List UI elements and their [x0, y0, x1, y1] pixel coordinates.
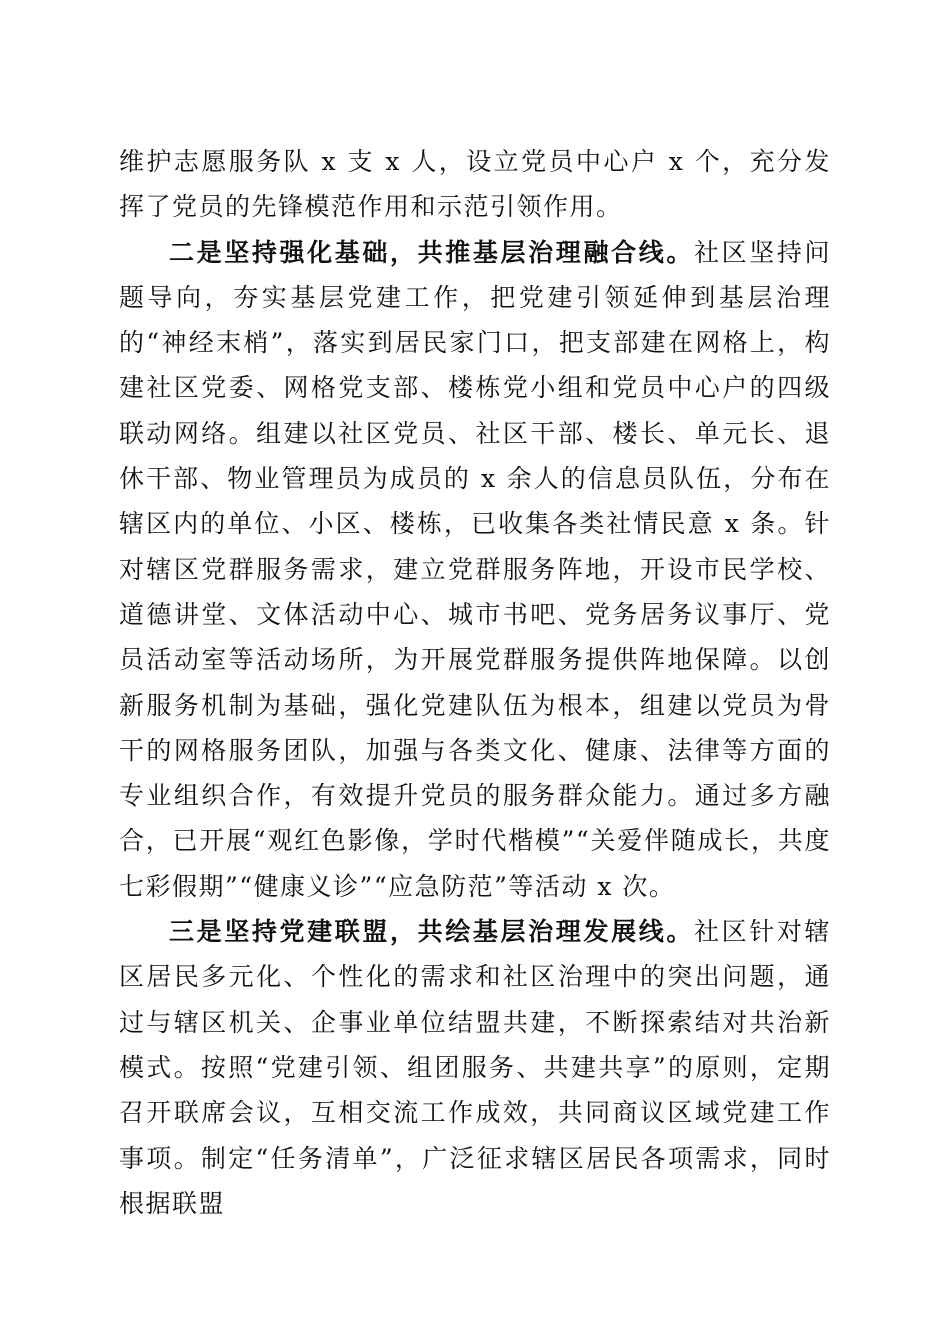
paragraph-text: 社区针对辖区居民多元化、个性化的需求和社区治理中的突出问题，通过与辖区机关、企事业单位结盟共建，不断探索结对共治新模式。按照“党建引领、组团服务、共建共享”的原则，定期召开联席会议，互相交流工作成效，共同商议区域党建工作事项。制定“任务清单”，广泛征求辖区居民各项需求，同时根据联盟 — [119, 917, 831, 1218]
document-body — [119, 139, 831, 1226]
paragraph-text: 维护志愿服务队 x 支 x 人，设立党员中心户 x 个，充分发挥了党员的先锋模范作用和示范引领作用。 — [119, 147, 831, 222]
paragraph-lead-heading: 三是坚持党建联盟，共绘基层治理发展线。 — [169, 917, 694, 947]
paragraph-continuation — [119, 139, 831, 230]
paragraph-text: 社区坚持问题导向，夯实基层党建工作，把党建引领延伸到基层治理的“神经末梢”，落实到居民家门口，把支部建在网格上，构建社区党委、网格党支部、楼栋党小组和党员中心户的四级联动网络。组建以社区党员、社区干部、楼长、单元长、退休干部、物业管理员为成员的 x 余人的信息员队伍，分布在辖区内的单位、小区、楼栋，已收集各类社情民意 x 条。针对辖区党群服务需求，建立党群服务阵地，开设市民学校、道德讲堂、文体活动中心、城市书吧、党务居务议事厅、党员活动室等活动场所，为开展党群服务提供阵地保障。以创新服务机制为基础，强化党建队伍为根本，组建以党员为骨干的网格服务团队，加强与各类文化、健康、法律等方面的专业组织合作，有效提升党员的服务群众能力。通过多方融合，已开展“观红色影像，学时代楷模”“关爱伴随成长，共度七彩假期”“健康义诊”“应急防范”等活动 x 次。 — [119, 237, 831, 901]
paragraph-third-point — [119, 909, 831, 1226]
paragraph-second-point — [119, 230, 831, 909]
paragraph-lead-heading: 二是坚持强化基础，共推基层治理融合线。 — [169, 237, 694, 267]
